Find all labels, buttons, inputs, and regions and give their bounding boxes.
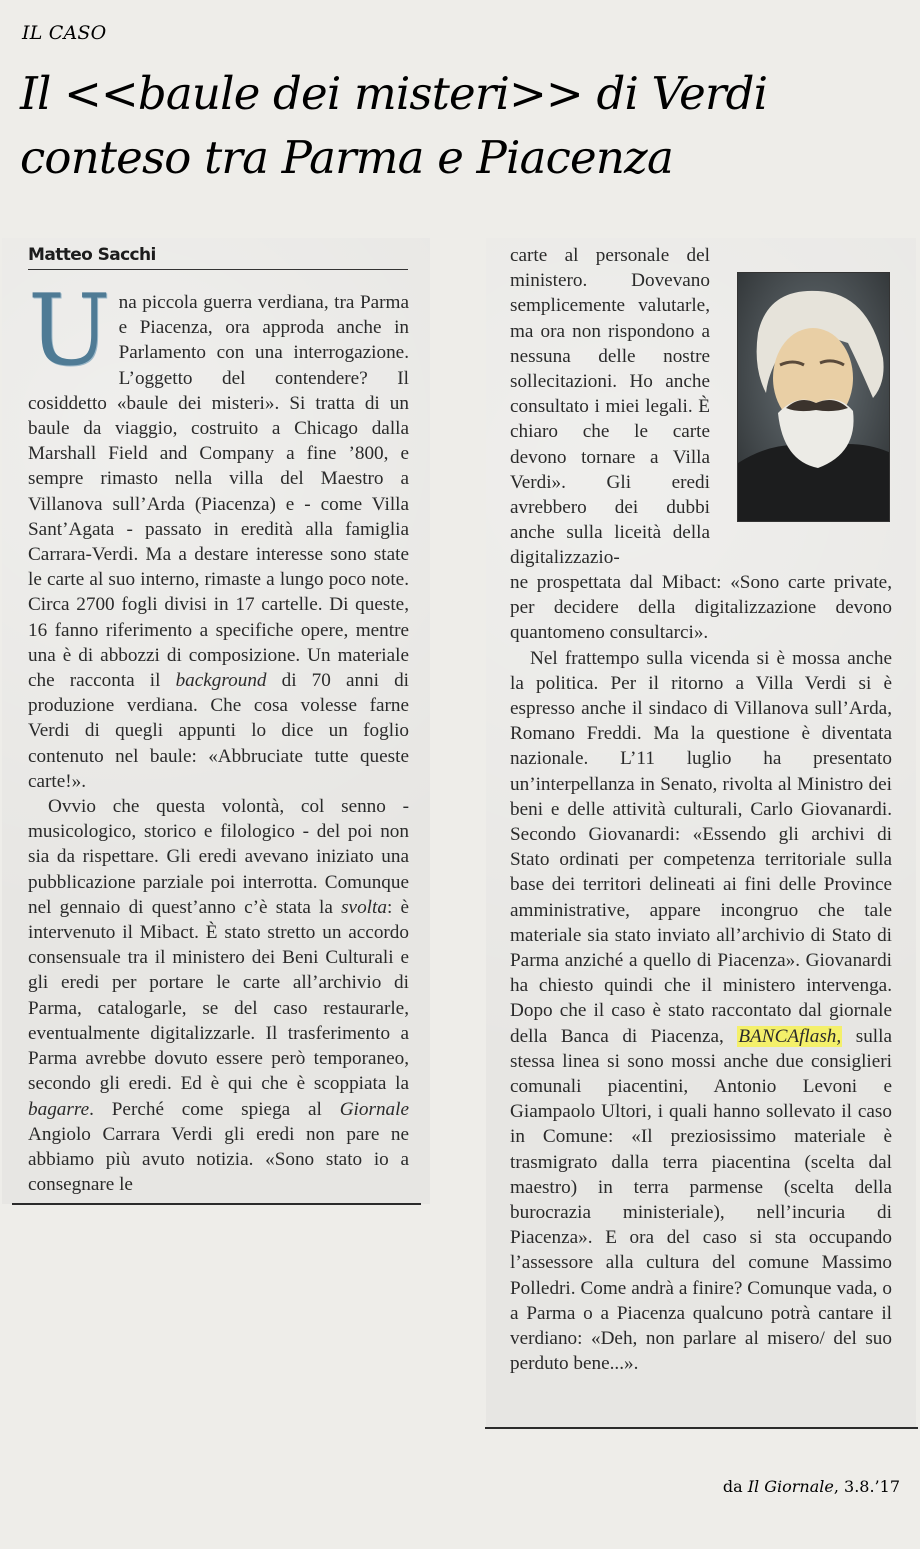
italic-term: background bbox=[175, 670, 267, 692]
verdi-portrait-image bbox=[737, 272, 890, 522]
section-kicker: IL CASO bbox=[22, 22, 107, 44]
headline-line-1: Il <<baule dei misteri>> di Verdi bbox=[20, 67, 768, 120]
paragraph-continued-end: ne prospettata dal Mibact: «Sono carte private, per decidere della digitalizzazione devono quantomeno consultarci». bbox=[510, 572, 892, 644]
paragraph-1: Una piccola guerra verdiana, tra Parma e Piacenza, ora approda anche in Parlamento con una interrogazione. L’oggetto del contendere? Il cosiddetto «baule dei misteri». Si tratta di un baule da viaggio, costruito a Chicago dalla Marshall Field and Company a fine ’800, e sempre rimasto nella villa del Maestro a Villanova sull’Arda (Piacenza) e - come Villa Sant’Agata - passato in eredità alla famiglia Carrara-Verdi. Ma a destare interesse sono state le carte al suo interno, rimaste a lungo poco note. Circa 2700 fogli divisi in 17 cartelle. Di queste, 16 fanno riferimento a specifiche opere, mentre una è di abbozzi di composizione. Un materiale che racconta il background di 70 anni di produzione verdiana. Che cosa volesse farne Verdi di quegli appunti lo dice un foglio contenuto nel baule: «Abbruciate tutte queste carte!». bbox=[28, 274, 410, 792]
paragraph-2: Ovvio che questa volontà, col senno - musicologico, storico e filologico - del poi non sia da rispettare. Gli eredi avevano iniziato una pubblicazione parziale poi interrotta. Comunque nel gennaio di quest’anno c’è stata la svolta: è intervenuto il Mibact. È stato stretto un accordo consensuale tra il ministero dei Beni Culturali e gli eredi per portare le carte all’archivio di Parma, catalogarle, se del caso restaurarle, eventualmente digitalizzarle. Il trasferimento a Parma avrebbe dovuto essere però temporaneo, secondo gli eredi. Ed è qui che è scoppiata la bagarre. Perché come spiega al Giornale Angiolo Carrara Verdi gli eredi non pare ne abbiamo più avuto notizia. «Sono stato io a consegnare le bbox=[28, 796, 409, 1196]
headline bbox=[20, 62, 920, 190]
byline: Matteo Sacchi bbox=[28, 245, 408, 270]
italic-term: Giornale bbox=[339, 1098, 409, 1120]
column-end-rule-right bbox=[485, 1427, 918, 1429]
italic-term: svolta bbox=[341, 896, 387, 918]
source-credit: da Il Giornale, 3.8.’17 bbox=[722, 1477, 900, 1496]
italic-term: bagarre bbox=[28, 1098, 90, 1120]
article-right-column-top bbox=[510, 243, 710, 571]
column-end-rule-left bbox=[12, 1203, 421, 1205]
highlighted-publication: BANCAflash, bbox=[738, 1025, 842, 1047]
article-left-column bbox=[28, 274, 410, 1197]
paragraph-continued: carte al personale del ministero. Dovevano semplicemente valutarle, ma ora non rispondono a nessuna delle nostre sollecitazioni. Ho anche consultato i miei legali. È chiaro che le carte devono tornare a Villa Verdi». Gli eredi avrebbero dei dubbi anche sulla liceità della digitalizzazio- bbox=[510, 245, 710, 569]
paragraph-3: Nel frattempo sulla vicenda si è mossa anche la politica. Per il ritorno a Villa Verdi si è espresso anche il sindaco di Villanova sull’Arda, Romano Freddi. Ma la questione è diventata nazionale. L’11 luglio ha presentato un’interpellanza in Senato, rivolta al Ministro dei beni e delle attività culturali, Carlo Giovanardi. Secondo Giovanardi: «Essendo gli archivi di Stato ordinati per competenza territoriale sulla base dei territori delineati ai fini delle Province amministrative, appare incongruo che tale materiale sia stato inviato all’archivio di Stato di Parma anziché a quello di Piacenza». Giovanardi ha chiesto quindi che il ministero intervenga. Dopo che il caso è stato raccontato dal giornale della Banca di Piacenza, BANCAflash, sulla stessa linea si sono mossi anche due consiglieri comunali piacentini, Antonio Levoni e Giampaolo Ultori, i quali hanno sollevato il caso in Comune: «Il preziosissimo materiale è trasmigrato dalla terra piacentina (scelta dal maestro) in terra parmense (scelta della burocrazia ministeriale), nell’incuria di Piacenza». E ora del caso si sta occupando l’assessore alla cultura del comune Massimo Polledri. Come andrà a finire? Comunque vada, o a Parma o a Piacenza qualcuno potrà cantare il verdiano: «Deh, non parlare al misero/ del suo perduto bene...». bbox=[510, 647, 892, 1375]
drop-cap: U bbox=[28, 274, 111, 388]
portrait-icon bbox=[738, 273, 890, 522]
headline-line-2: conteso tra Parma e Piacenza bbox=[20, 131, 673, 184]
article-right-column bbox=[510, 570, 892, 1377]
publication-date: , 3.8.’17 bbox=[833, 1477, 900, 1496]
publication-name: Il Giornale bbox=[747, 1477, 834, 1496]
